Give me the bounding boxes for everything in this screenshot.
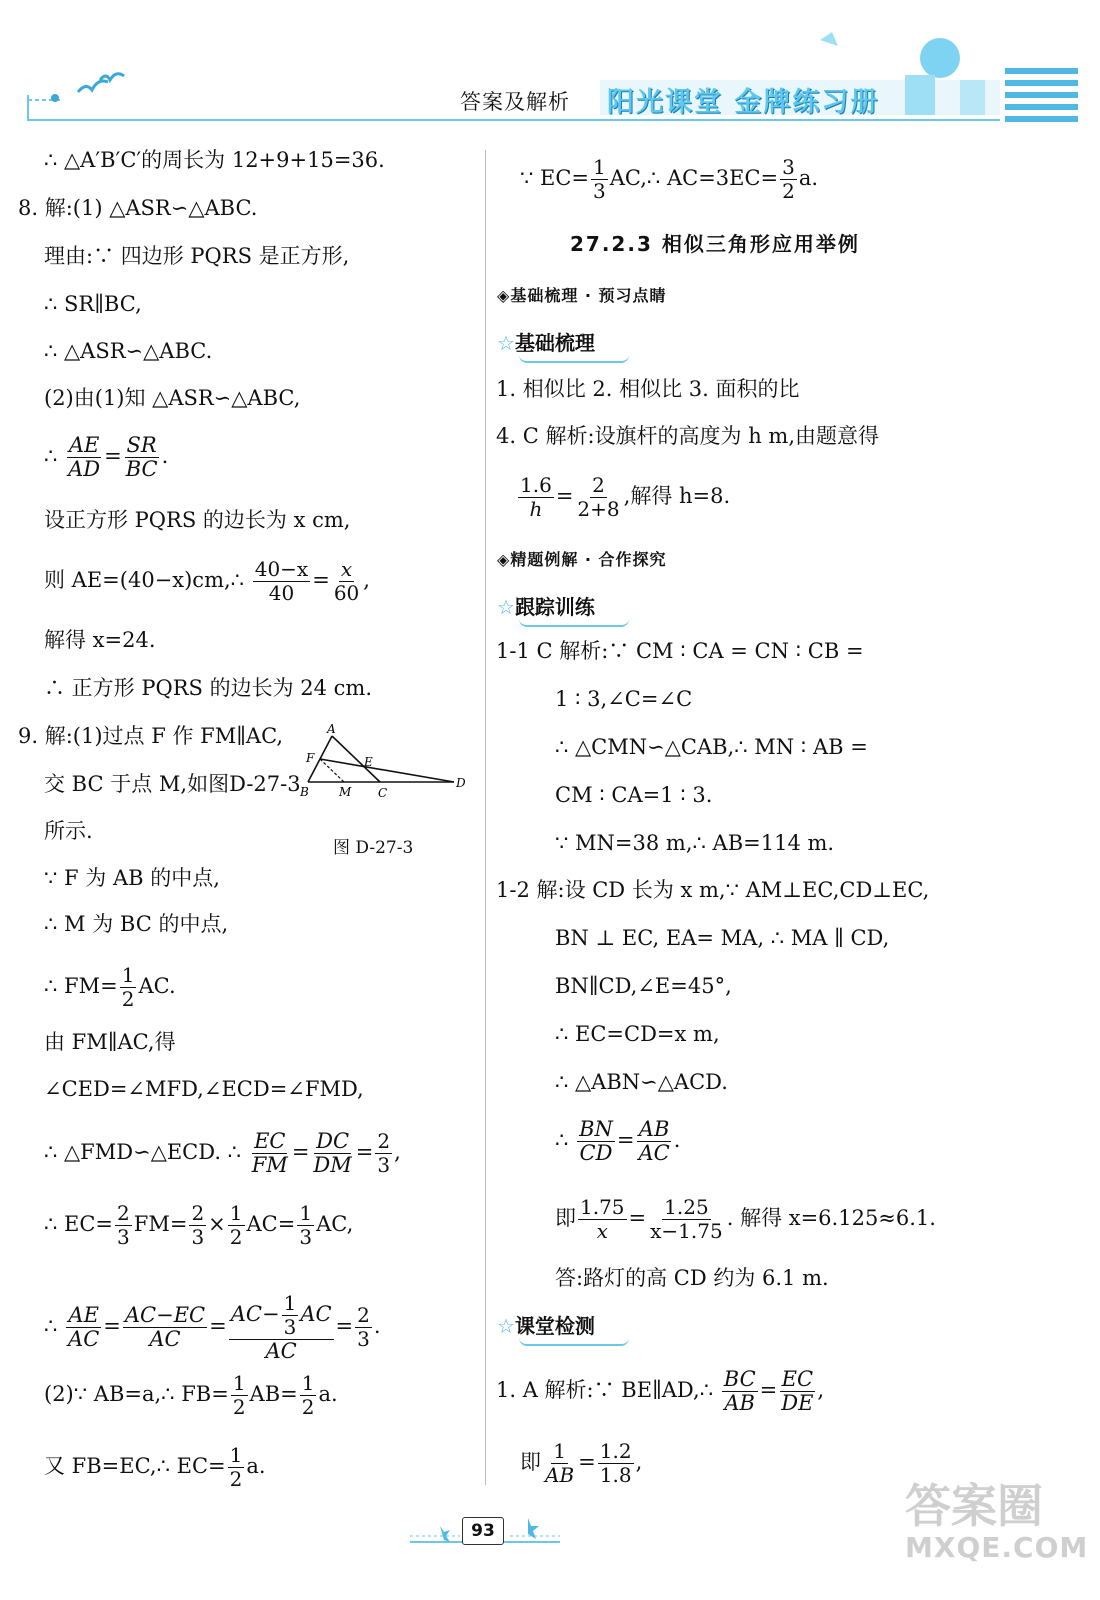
star-icon: ☆: [497, 331, 515, 355]
figure-label: C: [378, 786, 388, 800]
fraction: $\frac{AC-EC}{AC}$: [124, 1303, 206, 1351]
header-section-label: 答案及解析: [460, 90, 570, 114]
tag-label: ☆跟踪训练: [497, 591, 595, 620]
formula-line: 1. A 解析:∵ BE∥AD,∴ $\frac{BC}{AB}$ = $\frac{EC}{DE}$ ,: [496, 1367, 825, 1415]
bird-icon: [100, 74, 124, 80]
fraction: $\frac{1}{AB}$: [545, 1439, 575, 1487]
fraction: $\frac{1}{3}$: [593, 155, 606, 203]
watermark: 答案圈 MXQE.COM: [905, 1479, 1089, 1564]
text-line: 答:路灯的高 CD 约为 6.1 m.: [555, 1266, 829, 1290]
text-line: ∴ 正方形 PQRS 的边长为 24 cm.: [44, 676, 372, 700]
subsection-header: ◈精题例解 · 合作探究: [497, 550, 667, 569]
text-line: 交 BC 于点 M,如图D-27-3: [44, 772, 301, 796]
text-line: 解得 x=24.: [44, 628, 156, 652]
fraction: $\frac{BN}{CD}$: [579, 1117, 613, 1165]
fraction: $\frac{2}{3}$: [377, 1129, 391, 1177]
text-line: 设正方形 PQRS 的边长为 x cm,: [44, 508, 351, 532]
text-line: (2)由(1)知 △ASR∽△ABC,: [44, 386, 301, 410]
text-line: 1. 相似比 2. 相似比 3. 面积的比: [496, 377, 800, 401]
figure-label: A: [327, 722, 336, 736]
diamond-icon: ◈: [497, 286, 511, 305]
formula-line: 又 FB=EC,∴ EC= $\frac{1}{2}$ a.: [44, 1443, 266, 1491]
fraction: $\frac{1}{2}$: [229, 1201, 243, 1249]
fraction: $\frac{1.2}{1.8}$: [599, 1439, 632, 1487]
text-line: ∠CED=∠MFD,∠ECD=∠FMD,: [44, 1077, 364, 1101]
fraction: $\frac{EC}{FM}$: [251, 1129, 288, 1177]
text-line: 1-2 解:设 CD 长为 x m,∵ AM⊥EC,CD⊥EC,: [496, 878, 930, 902]
formula-line: ∴ FM= $\frac{1}{2}$ AC.: [44, 963, 176, 1011]
fraction: $\frac{x}{60}$: [333, 557, 360, 605]
star-icon: ☆: [497, 1314, 515, 1338]
fraction: AC− $\frac{1}{3}$ AC AC: [230, 1291, 332, 1363]
figure-label: E: [364, 755, 373, 769]
text-line: 所示.: [44, 819, 93, 843]
formula-line: ∴ △FMD∽△ECD. ∴ $\frac{EC}{FM}$ = $\frac{DC}{DM}$ = $\frac{2}{3}$ ,: [44, 1129, 401, 1177]
fraction: $\frac{SR}{BC}$: [125, 433, 158, 481]
formula-line: ∴ $\frac{AE}{AD}$ = $\frac{SR}{BC}$ .: [44, 433, 169, 481]
text-line: CM ∶ CA=1 ∶ 3.: [555, 783, 713, 807]
star-icon: ☆: [497, 595, 515, 619]
fraction: $\frac{1}{2}$: [229, 1443, 243, 1491]
fraction: $\frac{3}{2}$: [782, 155, 795, 203]
question-8-heading: 8. 解:(1) △ASR∽△ABC.: [18, 196, 258, 220]
section-title: 27.2.3 相似三角形应用举例: [570, 232, 860, 256]
text-line: ∴ △CMN∽△CAB,∴ MN ∶ AB =: [555, 735, 868, 759]
text-line: 1 ∶ 3,∠C=∠C: [555, 687, 693, 711]
text-line: ∴ SR∥BC,: [44, 292, 142, 316]
fraction: $\frac{1}{2}$: [121, 963, 135, 1011]
formula-line: (2)∵ AB=a,∴ FB= $\frac{1}{2}$ AB= $\frac{1}{2}$ a.: [44, 1371, 338, 1419]
fraction: $\frac{1}{2}$: [232, 1371, 246, 1419]
formula-line: ∴ $\frac{BN}{CD}$ = $\frac{AB}{AC}$ .: [555, 1117, 681, 1165]
text-line: ∴ △ASR∽△ABC.: [44, 339, 213, 363]
fraction: $\frac{2}{3}$: [357, 1303, 370, 1351]
fraction: $\frac{AE}{AC}$: [68, 1303, 100, 1351]
fraction: $\frac{1.75}{x}$: [580, 1195, 625, 1243]
fraction: $\frac{1.6}{h}$: [520, 473, 552, 521]
text-line: 1-1 C 解析:∵ CM ∶ CA = CN ∶ CB =: [496, 639, 864, 663]
text-line: ∴ EC=CD=x m,: [555, 1022, 720, 1046]
tag-label: ☆基础梳理: [497, 327, 595, 356]
figure-label: F: [306, 751, 315, 765]
formula-line: 即 $\frac{1.75}{x}$ = $\frac{1.25}{x-1.75}$ . 解得 x=6.125≈6.1.: [555, 1195, 936, 1243]
bird-icon: [78, 81, 108, 92]
fraction: $\frac{2}{2+8}$: [577, 473, 620, 521]
fraction: $\frac{EC}{DE}$: [781, 1367, 814, 1415]
question-9-heading: 9. 解:(1)过点 F 作 FM∥AC,: [18, 724, 284, 748]
figure-label: D: [456, 776, 466, 790]
fraction: $\frac{AE}{AD}$: [68, 433, 101, 481]
subsection-header: ◈基础梳理 · 预习点睛: [497, 286, 667, 305]
text-line: BN∥CD,∠E=45°,: [555, 974, 732, 998]
text-line: ∴ △A′B′C′的周长为 12+9+15=36.: [44, 148, 385, 172]
formula-line: ∵ EC= $\frac{1}{3}$ AC,∴ AC=3EC= $\frac{3}{2}$ a.: [520, 155, 819, 203]
formula-line: 即 $\frac{1}{AB}$ = $\frac{1.2}{1.8}$ ,: [520, 1439, 643, 1487]
text-line: ∴ M 为 BC 的中点,: [44, 912, 229, 936]
figure-caption: 图 D-27-3: [333, 838, 414, 858]
fraction: $\frac{AB}{AC}$: [638, 1117, 670, 1165]
diamond-icon: ◈: [497, 550, 511, 569]
text-line: BN ⊥ EC, EA= MA, ∴ MA ∥ CD,: [555, 926, 890, 950]
text-line: ∵ MN=38 m,∴ AB=114 m.: [555, 831, 835, 855]
fraction: $\frac{1}{2}$: [301, 1371, 315, 1419]
header-brand: 阳光课堂 金牌练习册: [607, 87, 880, 118]
fraction: $\frac{1}{3}$: [299, 1201, 313, 1249]
fraction: $\frac{DC}{DM}$: [313, 1129, 352, 1177]
formula-line: 则 AE=(40−x)cm,∴ $\frac{40-x}{40}$ = $\frac{x}{60}$ ,: [44, 557, 370, 605]
page-header: [0, 0, 1100, 130]
page-number: 93: [462, 1517, 504, 1545]
fraction: $\frac{2}{3}$: [191, 1201, 205, 1249]
text-line: 理由:∵ 四边形 PQRS 是正方形,: [44, 244, 350, 268]
figure-label: B: [300, 785, 309, 799]
text-line: 由 FM∥AC,得: [44, 1030, 176, 1054]
text-line: ∵ F 为 AB 的中点,: [44, 866, 220, 890]
formula-line: $\frac{1.6}{h}$ = $\frac{2}{2+8}$ ,解得 h=8.: [520, 473, 731, 521]
fraction: $\frac{2}{3}$: [117, 1201, 130, 1249]
formula-line: ∴ $\frac{AE}{AC}$ = $\frac{AC-EC}{AC}$ = AC− $\frac{1}{3}$ AC AC = $\frac{2}{3}$ .: [44, 1291, 381, 1363]
formula-line: ∴ EC= $\frac{2}{3}$ FM= $\frac{2}{3}$ × $\frac{1}{2}$ AC= $\frac{1}{3}$ AC,: [44, 1201, 354, 1249]
fraction: $\frac{BC}{AB}$: [723, 1367, 756, 1415]
column-divider: [485, 150, 486, 1485]
star-icon: [440, 1526, 450, 1542]
figure-d-27-3: [296, 720, 476, 802]
fraction: $\frac{40-x}{40}$: [254, 557, 309, 605]
text-line: 4. C 解析:设旗杆的高度为 h m,由题意得: [496, 424, 879, 448]
text-line: ∴ △ABN∽△ACD.: [555, 1070, 728, 1094]
figure-label: M: [339, 785, 352, 799]
fraction: $\frac{1.25}{x-1.75}$: [650, 1195, 723, 1243]
tag-label: ☆课堂检测: [497, 1310, 595, 1339]
